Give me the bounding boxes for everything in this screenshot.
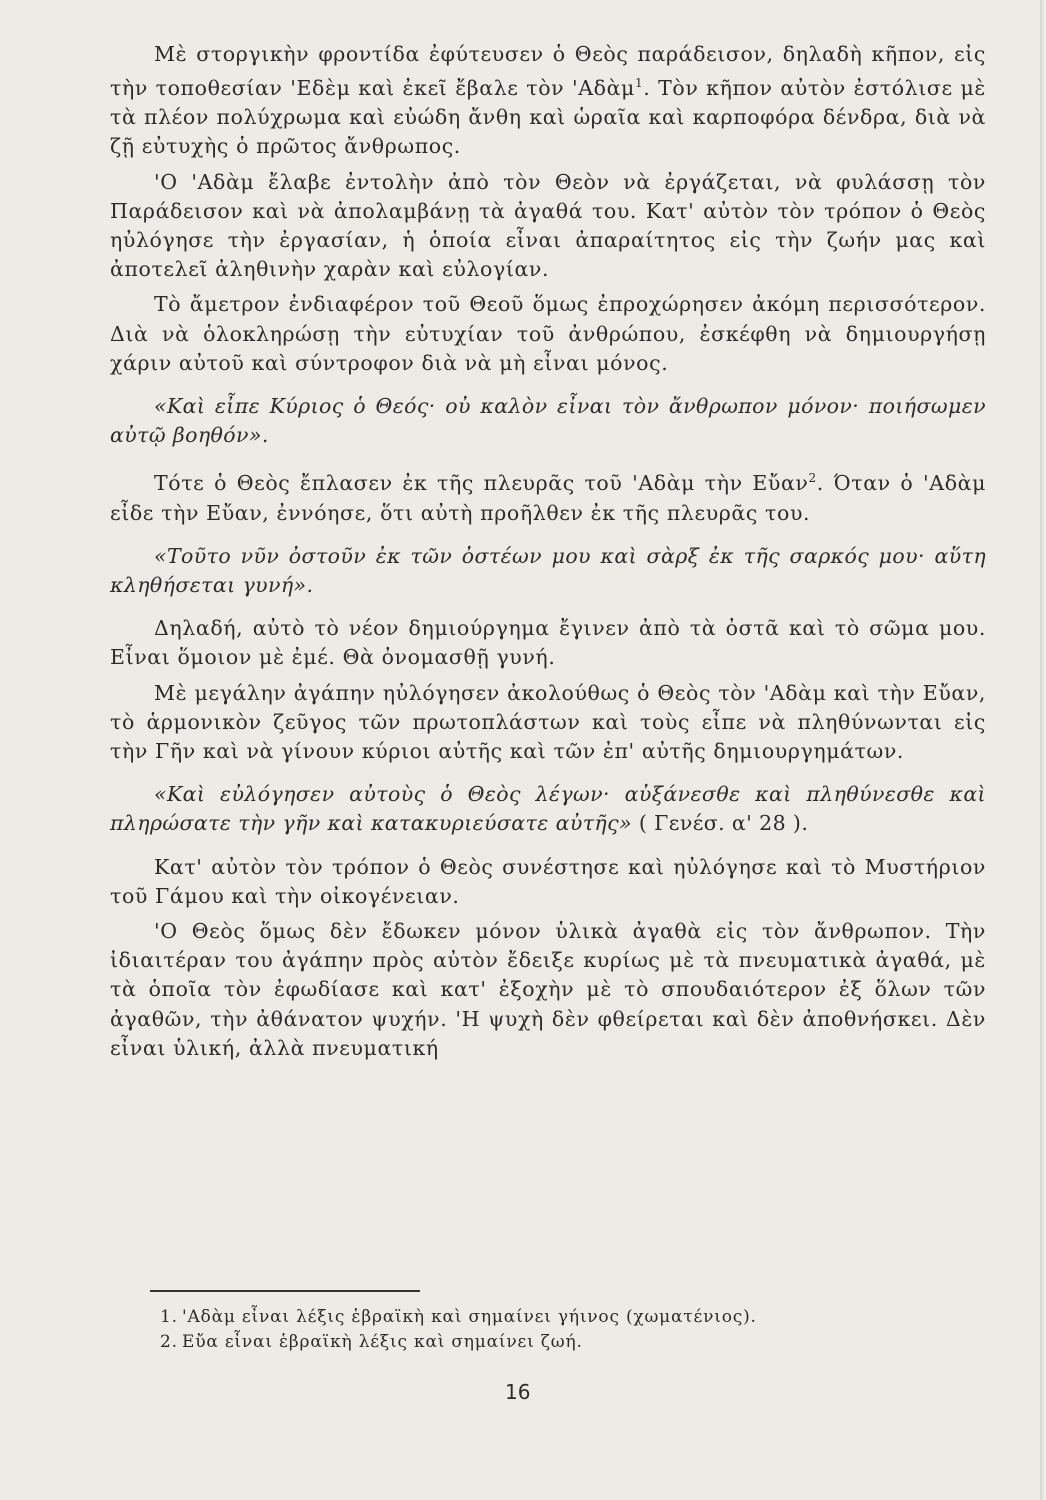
paragraph-7: Κατ' αὐτὸν τὸν τρόπον ὁ Θεὸς συνέστησε καὶ ηὐλόγησε καὶ τὸ Μυστήριον τοῦ Γάμου καὶ τὴν οἰκογένειαν.: [110, 854, 986, 908]
paragraph-8: 'Ο Θεὸς ὅμως δὲν ἔδωκεν μόνον ὑλικὰ ἀγαθὰ εἰς τὸν ἄνθρωπον. Τὴν ἰδιαιτέραν του ἀγάπην πρὸς αὐτὸν ἔδειξε κυρίως μὲ τὰ πνευματικὰ ἀγαθά, μὲ τὰ ὁποῖα τὸν ἐφωδίασε καὶ κατ' ἐξοχὴν μὲ τὸ σπουδαιότερον ἐξ ὅλων τῶν ἀγαθῶν, τὴν ἀθάνατον ψυχήν. 'Η ψυχὴ δὲν φθείρεται καὶ δὲν ἀποθνήσκει. Δὲν εἶναι ὑλική, ἀλλὰ πνευματική: [110, 918, 986, 1060]
paragraph-6: Μὲ μεγάλην ἀγάπην ηὐλόγησεν ἀκολούθως ὁ Θεὸς τὸν 'Αδὰμ καὶ τὴν Εὔαν, τὸ ἁρμονικὸν ζεῦγος τῶν πρωτοπλάστων καὶ τοὺς εἶπε νὰ πληθύνωνται εἰς τὴν Γῆν καὶ νὰ γίνουν κύριοι αὐτῆς καὶ τῶν ἐπ' αὐτῆς δημιουργημάτων.: [110, 680, 986, 763]
footnote-1: [160, 1305, 960, 1330]
paragraph-1: [110, 40, 986, 162]
quote-3-reference: ( Γενέσ. α' 28 ).: [631, 811, 809, 836]
paragraph-4-text-after: . Όταν ὁ 'Αδὰμ εἶδε τὴν Εὔαν, ἐννόησε, ὅτι αὐτὴ προῆλθεν ἐκ τῆς πλευρᾶς του.: [110, 471, 987, 525]
footnote-2-text: Εὔα εἶναι ἑβραϊκὴ λέξις καὶ σημαίνει ζωή.: [182, 1332, 583, 1352]
footnote-ref-2: 2: [808, 471, 817, 486]
footnote-2: [160, 1330, 960, 1355]
quote-3: [110, 780, 986, 838]
footnote-1-text: 'Αδὰμ εἶναι λέξις ἑβραϊκὴ καὶ σημαίνει γήινος (χωματένιος).: [182, 1307, 757, 1327]
quote-1: «Καὶ εἶπε Κύριος ὁ Θεός· οὐ καλὸν εἶναι τὸν ἄνθρωπον μόνον· ποιήσωμεν αὐτῷ βοηθόν».: [110, 394, 986, 448]
paragraph-1-text: Μὲ στοργικὴν φροντίδα ἐφύτευσεν ὁ Θεὸς παράδεισον, δηλαδὴ κῆπον, εἰς τὴν τοποθεσίαν 'Εδὲμ καὶ ἐκεῖ ἔβαλε τὸν 'Αδὰμ: [110, 42, 986, 101]
footnote-2-number: 2.: [160, 1332, 178, 1352]
footnote-1-number: 1.: [160, 1307, 178, 1327]
paragraph-4: [110, 464, 986, 527]
paragraph-2: 'Ο 'Αδὰμ ἔλαβε ἐντολὴν ἀπὸ τὸν Θεὸν νὰ ἐργάζεται, νὰ φυλάσσῃ τὸν Παράδεισον καὶ νὰ ἀπολαμβάνῃ τὰ ἀγαθά του. Κατ' αὐτὸν τὸν τρόπον ὁ Θεὸς ηὐλόγησε τὴν ἐργασίαν, ἡ ὁποία εἶναι ἀπαραίτητος εἰς τὴν ζωήν μας καὶ ἀποτελεῖ ἀληθινὴν χαρὰν καὶ εὐλογίαν.: [110, 169, 986, 282]
paragraph-3: Τὸ ἄμετρον ἐνδιαφέρον τοῦ Θεοῦ ὅμως ἐπροχώρησεν ἀκόμη περισσότερον. Διὰ νὰ ὁλοκληρώσῃ τὴν εὐτυχίαν τοῦ ἀνθρώπου, ἐσκέφθη νὰ δημιουργήσῃ χάριν αὐτοῦ καὶ σύντροφον διὰ νὰ μὴ εἶναι μόνος.: [110, 292, 986, 375]
paragraph-1-text-after: . Τὸν κῆπον αὐτὸν ἐστόλισε μὲ τὰ πλέον πολύχρωμα καὶ εὐώδη ἄνθη καὶ ὡραῖα καὶ καρποφόρα δένδρα, διὰ νὰ ζῇ εὐτυχὴς ὁ πρῶτος ἄνθρωπος.: [110, 76, 986, 159]
footnote-ref-1: 1: [634, 76, 644, 91]
body-text: [110, 40, 986, 1069]
page-number: 16: [505, 1380, 531, 1404]
footnotes: [160, 1305, 960, 1355]
paragraph-5: Δηλαδή, αὐτὸ τὸ νέον δημιούργημα ἔγινεν ἀπὸ τὰ ὀστᾶ καὶ τὸ σῶμα μου. Εἶναι ὅμοιον μὲ ἐμέ. Θὰ ὀνομασθῇ γυνή.: [110, 616, 986, 670]
page-edge: [1040, 0, 1046, 1500]
quote-2: «Τοῦτο νῦν ὀστοῦν ἐκ τῶν ὀστέων μου καὶ σὰρξ ἐκ τῆς σαρκός μου· αὕτη κληθήσεται γυνή».: [110, 543, 986, 597]
quote-3-text: «Καὶ εὐλόγησεν αὐτοὺς ὁ Θεὸς λέγων· αὐξάνεσθε καὶ πληθύνεσθε καὶ πληρώσατε τὴν γῆν καὶ κατακυριεύσατε αὐτῆς»: [110, 782, 986, 836]
footnote-divider: [150, 1290, 420, 1292]
paragraph-4-text: Τότε ὁ Θεὸς ἔπλασεν ἐκ τῆς πλευρᾶς τοῦ 'Αδὰμ τὴν Εὔαν: [154, 471, 809, 496]
